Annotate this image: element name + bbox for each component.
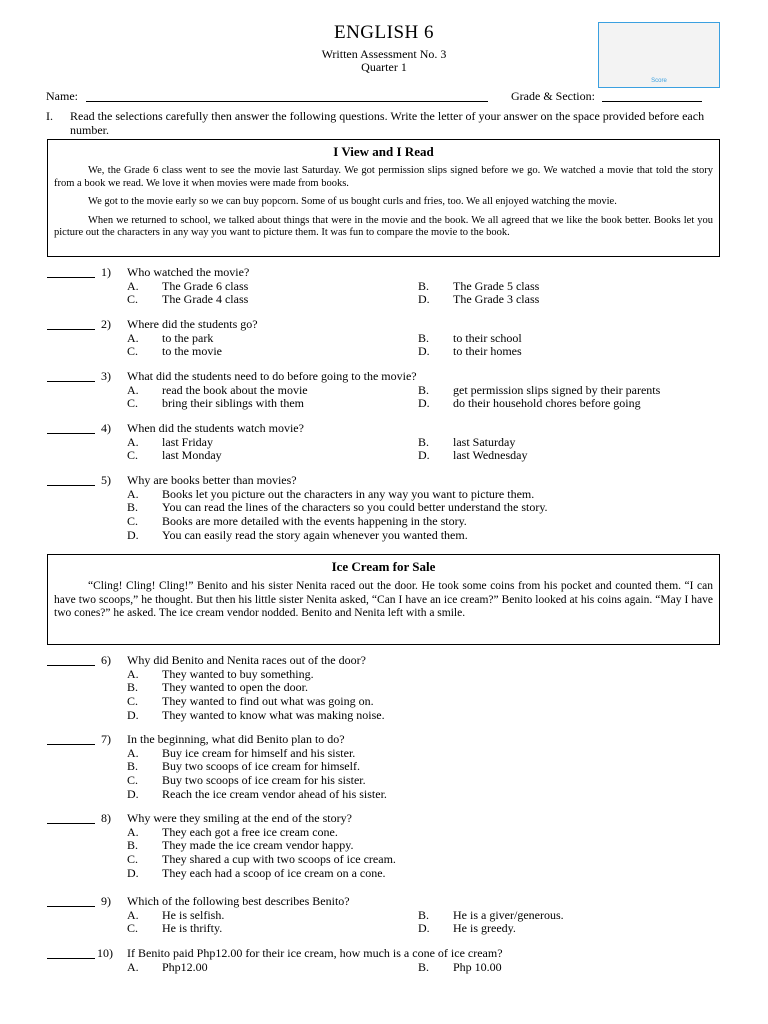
option-text: He is greedy. [453, 921, 516, 936]
question-number: 3) [101, 369, 111, 383]
option-letter: A. [127, 434, 139, 449]
question-number: 2) [101, 317, 111, 331]
instructions-text: Read the selections carefully then answer the following questions. Write the letter of your answer on the space provided before each number. [70, 109, 705, 137]
option-letter: D. [127, 707, 139, 722]
passage-title: Ice Cream for Sale [331, 559, 436, 574]
option-text: to their homes [453, 344, 522, 359]
answer-blank[interactable] [47, 665, 95, 666]
option-text: bring their siblings with them [162, 396, 304, 411]
question-number: 6) [101, 653, 111, 667]
option-letter: C. [127, 852, 139, 867]
passage-ice-cream-for-sale [47, 554, 720, 645]
quarter-label: Quarter 1 [361, 60, 407, 74]
option-letter: A. [127, 824, 139, 839]
question-stem: Where did the students go? [127, 317, 258, 331]
option-letter: C. [127, 694, 139, 709]
answer-blank[interactable] [47, 277, 95, 278]
passage-paragraph: When we returned to school, we talked about things that were in the movie and the book. We all agreed that we like the book better. Books let you picture out the characters in any way you want to picture them. It was fun to compare the movie to the book. [54, 214, 713, 238]
option-text: to their school [453, 330, 522, 345]
option-letter: A. [127, 666, 139, 681]
answer-blank[interactable] [47, 485, 95, 486]
question-stem: In the beginning, what did Benito plan to do? [127, 732, 345, 746]
option-text: He is selfish. [162, 907, 225, 922]
page-subtitle: Written Assessment No. 3 [321, 47, 447, 61]
answer-blank[interactable] [47, 958, 95, 959]
option-text: The Grade 4 class [162, 292, 249, 307]
question-stem: If Benito paid Php12.00 for their ice cream, how much is a cone of ice cream? [127, 946, 503, 960]
grade-section-label: Grade & Section: [511, 89, 595, 103]
option-letter: B. [418, 330, 430, 345]
option-letter: B. [127, 759, 139, 774]
option-letter: A. [127, 382, 139, 397]
option-text: Buy ice cream for himself and his sister. [162, 745, 356, 760]
question-stem: Which of the following best describes Benito? [127, 894, 350, 908]
option-text: They shared a cup with two scoops of ice cream. [162, 852, 396, 867]
question-number: 4) [101, 421, 111, 435]
option-text: They each had a scoop of ice cream on a cone. [162, 865, 386, 880]
score-box[interactable] [598, 22, 720, 88]
option-letter: B. [127, 680, 139, 695]
option-text: to the park [162, 330, 214, 345]
question-number: 10) [97, 946, 113, 960]
option-text: do their household chores before going [453, 396, 641, 411]
option-letter: A. [127, 486, 139, 501]
section-number: I. [46, 109, 53, 123]
option-text: They made the ice cream vendor happy. [162, 838, 354, 853]
option-letter: D. [418, 921, 430, 936]
option-letter: B. [127, 838, 139, 853]
option-letter: B. [418, 382, 430, 397]
question-number: 9) [101, 894, 111, 908]
question-stem: What did the students need to do before going to the movie? [127, 369, 417, 383]
option-text: The Grade 3 class [453, 292, 540, 307]
question-stem: Why were they smiling at the end of the story? [127, 811, 352, 825]
passage-paragraph: We got to the movie early so we can buy popcorn. Some of us bought curls and fries, too. We all enjoyed watching the movie. [88, 196, 617, 207]
option-text: Php12.00 [162, 959, 208, 974]
option-letter: B. [418, 907, 430, 922]
option-text: He is a giver/generous. [453, 907, 564, 922]
grade-section-field[interactable] [602, 101, 702, 102]
name-field[interactable] [86, 101, 488, 102]
option-letter: D. [418, 448, 430, 463]
answer-blank[interactable] [47, 906, 95, 907]
option-letter: B. [418, 434, 430, 449]
option-letter: A. [127, 278, 139, 293]
option-letter: C. [127, 396, 139, 411]
option-text: last Wednesday [453, 448, 528, 463]
page-title: ENGLISH 6 [333, 22, 435, 43]
answer-blank[interactable] [47, 744, 95, 745]
option-letter: D. [127, 527, 139, 542]
passage-paragraph: “Cling! Cling! Cling!” Benito and his sister Nenita raced out the door. He took some coins from his pocket and counted them. “I can have two scoops,” he thought. But then his little sister Nenita asked, “Can I have an ice cream?” Benito looked at his coins again. “May I have two cones?” he asked. The ice cream vendor nodded. Benito and Nenita left with a smile. [54, 580, 713, 619]
option-text: last Monday [162, 448, 222, 463]
question-number: 1) [101, 265, 111, 279]
answer-blank[interactable] [47, 329, 95, 330]
option-letter: B. [418, 278, 430, 293]
option-text: Reach the ice cream vendor ahead of his sister. [162, 786, 387, 801]
question-number: 5) [101, 473, 111, 487]
option-letter: D. [418, 344, 430, 359]
option-text: Buy two scoops of ice cream for himself. [162, 759, 360, 774]
option-text: They wanted to find out what was going on. [162, 694, 374, 709]
question-number: 7) [101, 732, 111, 746]
option-text: You can read the lines of the characters so you could better understand the story. [162, 500, 548, 515]
option-letter: D. [127, 865, 139, 880]
option-text: Books are more detailed with the events happening in the story. [162, 514, 467, 529]
option-text: You can easily read the story again whenever you wanted them. [162, 527, 468, 542]
option-text: get permission slips signed by their parents [453, 382, 661, 397]
question-stem: Why are books better than movies? [127, 473, 297, 487]
option-letter: D. [127, 786, 139, 801]
option-text: last Friday [162, 434, 213, 449]
passage-paragraph: We, the Grade 6 class went to see the movie last Saturday. We got permission slips signed before we go. We watched a movie that told the story from a book we read. We love it when movies were made from books. [54, 165, 713, 189]
option-letter: C. [127, 514, 139, 529]
option-text: The Grade 6 class [162, 278, 249, 293]
question-stem: When did the students watch movie? [127, 421, 304, 435]
option-letter: D. [418, 292, 430, 307]
option-text: They each got a free ice cream cone. [162, 824, 338, 839]
option-letter: C. [127, 921, 139, 936]
option-letter: A. [127, 907, 139, 922]
option-text: Books let you picture out the characters in any way you want to picture them. [162, 486, 535, 501]
option-text: They wanted to buy something. [162, 666, 314, 681]
option-text: last Saturday [453, 434, 516, 449]
option-letter: B. [418, 959, 430, 974]
option-letter: C. [127, 448, 139, 463]
score-label: Score [651, 78, 667, 84]
answer-blank[interactable] [47, 381, 95, 382]
name-label: Name: [46, 89, 78, 103]
option-letter: C. [127, 344, 139, 359]
option-text: The Grade 5 class [453, 278, 540, 293]
option-text: read the book about the movie [162, 382, 308, 397]
option-letter: D. [418, 396, 430, 411]
question-stem: Who watched the movie? [127, 265, 250, 279]
option-text: They wanted to open the door. [162, 680, 308, 695]
option-text: They wanted to know what was making noise. [162, 707, 385, 722]
question-number: 8) [101, 811, 111, 825]
passage-i-view-and-i-read [47, 139, 720, 257]
option-letter: C. [127, 292, 139, 307]
option-text: to the movie [162, 344, 222, 359]
option-letter: A. [127, 745, 139, 760]
answer-blank[interactable] [47, 823, 95, 824]
option-text: Buy two scoops of ice cream for his sister. [162, 773, 366, 788]
option-letter: A. [127, 330, 139, 345]
answer-blank[interactable] [47, 433, 95, 434]
option-letter: A. [127, 959, 139, 974]
question-stem: Why did Benito and Nenita races out of the door? [127, 653, 366, 667]
option-text: Php 10.00 [453, 959, 502, 974]
option-letter: B. [127, 500, 139, 515]
passage-title: I View and I Read [333, 144, 434, 159]
option-letter: C. [127, 773, 139, 788]
instructions [46, 109, 726, 137]
option-text: He is thrifty. [162, 921, 223, 936]
